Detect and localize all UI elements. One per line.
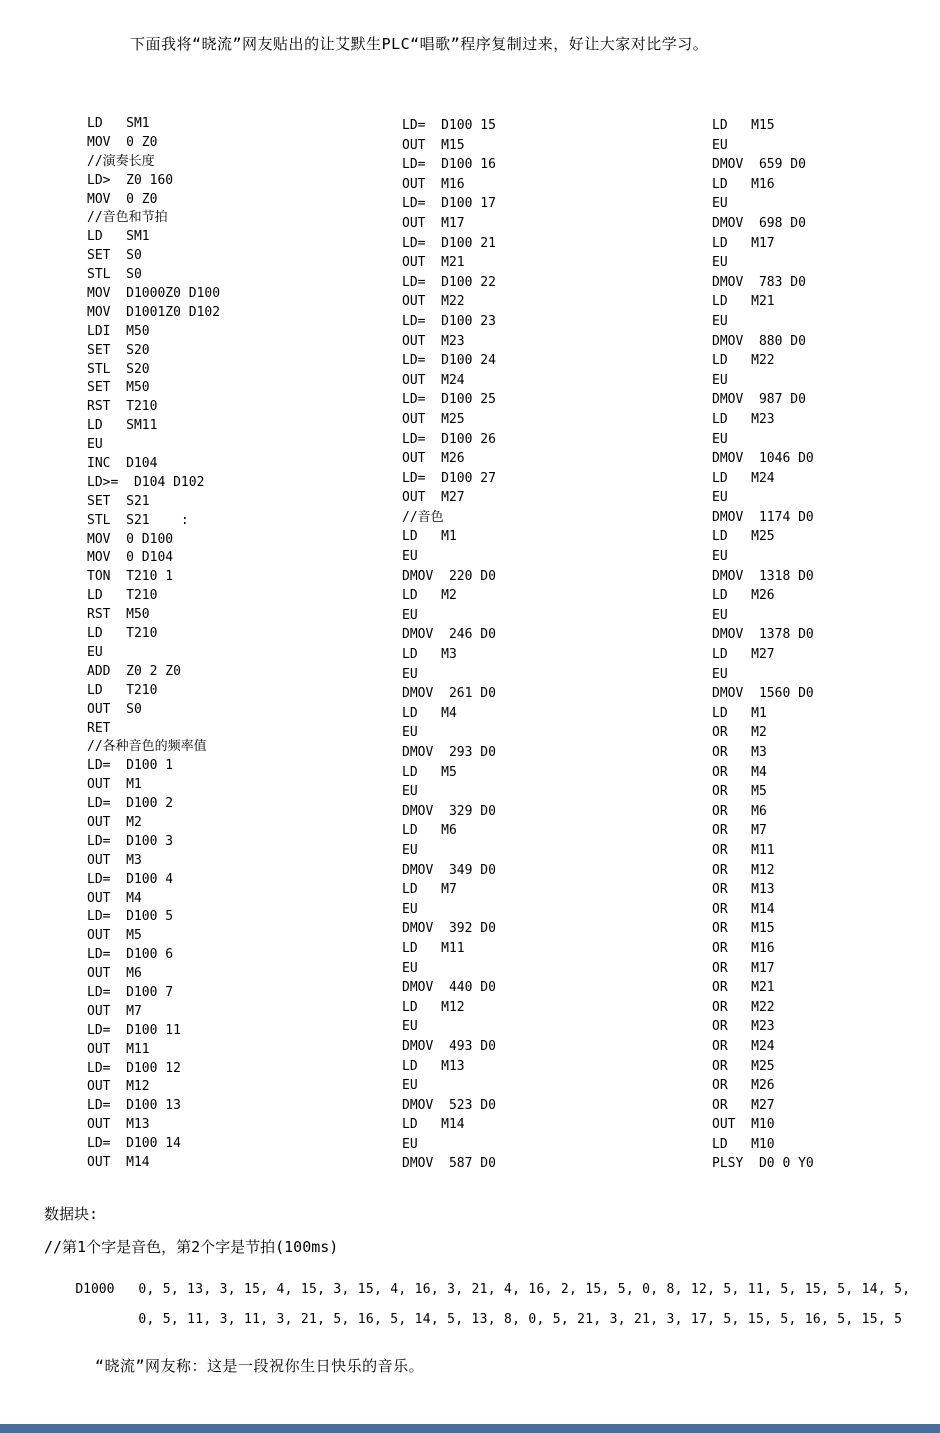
code-line: LD M27 [712, 647, 775, 663]
code-line: LD>= D104 D102 [87, 474, 205, 490]
code-line: LD= D100 15 [402, 118, 496, 133]
code-line: ADD Z0 2 Z0 [87, 663, 181, 679]
code-line: OR M25 [712, 1058, 775, 1074]
code-line: EU [712, 490, 728, 506]
code-line: MOV 0 Z0 [87, 191, 158, 207]
footer-note: “晓流”网友称：这是一段祝你生日快乐的音乐。 [95, 1357, 425, 1375]
code-line: LD SM1 [87, 116, 150, 131]
code-line: SET S0 [87, 248, 142, 264]
code-line: //音色和节拍 [87, 210, 168, 226]
datablock-label: 数据块: [44, 1205, 99, 1223]
code-column-3 [712, 116, 814, 1174]
code-line: DMOV 698 D0 [712, 215, 806, 231]
code-line: PLSY D0 0 Y0 [712, 1156, 814, 1172]
code-line: OR M12 [712, 862, 775, 878]
code-line: LD M16 [712, 176, 775, 192]
code-line: DMOV 329 D0 [402, 803, 496, 819]
code-line: //演奏长度 [87, 153, 155, 169]
datablock-register: D1000 [75, 1282, 115, 1297]
code-line: LD M21 [712, 294, 775, 310]
code-line: DMOV 293 D0 [402, 745, 496, 760]
code-line: EU [712, 196, 728, 212]
code-line: EU [402, 960, 418, 976]
code-line: LD= D100 25 [402, 392, 496, 408]
code-line: OR M24 [712, 1038, 775, 1054]
code-line: LD M24 [712, 470, 775, 486]
code-line: DMOV 523 D0 [402, 1097, 496, 1113]
code-line: OR M23 [712, 1019, 775, 1035]
code-line: OR M4 [712, 764, 767, 780]
code-line: DMOV 392 D0 [402, 921, 496, 937]
code-line: DMOV 783 D0 [712, 274, 806, 290]
code-line: LD M17 [712, 235, 775, 251]
code-line: OR M16 [712, 940, 775, 956]
code-line: EU [402, 901, 418, 917]
code-line: OR M13 [712, 882, 775, 898]
code-line: LD T210 [87, 682, 158, 698]
code-line: TON T210 1 [87, 569, 174, 585]
code-line: OR M17 [712, 960, 775, 976]
header-note: 下面我将“晓流”网友贴出的让艾默生PLC“唱歌”程序复制过来，好让大家对比学习。 [130, 35, 709, 53]
code-line: LD= D100 11 [87, 1022, 181, 1038]
code-line: OUT M3 [87, 852, 142, 868]
code-line: LD M3 [402, 647, 457, 663]
code-line: LD= D100 2 [87, 796, 174, 812]
code-line: LD M22 [712, 353, 775, 369]
code-line: //各种音色的频率值 [87, 739, 207, 755]
code-line: DMOV 1560 D0 [712, 686, 814, 702]
code-line: LD M1 [402, 529, 457, 545]
code-line: LD M1 [712, 705, 767, 721]
code-line: DMOV 1318 D0 [712, 568, 814, 584]
code-line: OUT M16 [402, 176, 465, 192]
code-line: OUT M21 [402, 255, 465, 271]
code-line: OR M6 [712, 803, 767, 819]
datablock-values-1: 0, 5, 13, 3, 15, 4, 15, 3, 15, 4, 16, 3, 21, 4, 16, 2, 15, 5, 0, 8, 12, 5, 11, 5, 15, 5, 14, 5, [138, 1282, 911, 1297]
code-line: LD= D100 27 [402, 470, 496, 486]
code-line: LD M10 [712, 1136, 775, 1152]
code-line: INC D104 [87, 456, 158, 472]
code-line: OR M7 [712, 823, 767, 839]
code-line: DMOV 659 D0 [712, 157, 806, 173]
code-line: RET [87, 720, 111, 736]
code-line: LD= D100 12 [87, 1060, 181, 1076]
code-line: LD= D100 6 [87, 947, 174, 963]
code-line: DMOV 349 D0 [402, 862, 496, 878]
code-line: RST T210 [87, 399, 158, 415]
code-line: LD T210 [87, 588, 158, 604]
code-line: //音色 [402, 509, 444, 525]
code-line: LD M13 [402, 1058, 465, 1074]
code-line: OUT M23 [402, 333, 465, 349]
code-line: LD M2 [402, 588, 457, 604]
code-line: LD M12 [402, 999, 465, 1015]
code-line: OUT M13 [87, 1117, 150, 1133]
datablock-values-2: 0, 5, 11, 3, 11, 3, 21, 5, 16, 5, 14, 5, 13, 8, 0, 5, 21, 3, 21, 3, 17, 5, 15, 5, 16, 5, 15, 5 [138, 1312, 903, 1327]
code-line: SET S20 [87, 342, 150, 358]
code-line: OR M3 [712, 745, 767, 760]
code-line: OR M22 [712, 999, 775, 1015]
code-line: EU [712, 313, 728, 329]
code-line: LD= D100 4 [87, 871, 174, 887]
code-line: EU [402, 1136, 418, 1152]
code-line: EU [402, 1019, 418, 1035]
code-line: OUT M6 [87, 966, 142, 982]
code-line: OR M26 [712, 1078, 775, 1094]
code-column-1 [87, 115, 220, 1173]
code-line: LD= D100 26 [402, 431, 496, 447]
code-line: EU [712, 607, 728, 623]
bottom-bar [0, 1424, 940, 1433]
code-line: EU [402, 549, 418, 565]
code-line: LD= D100 13 [87, 1098, 181, 1114]
code-line: EU [712, 255, 728, 271]
code-line: LD M25 [712, 529, 775, 545]
code-line: DMOV 246 D0 [402, 627, 496, 643]
code-line: OUT M24 [402, 372, 465, 388]
code-line: LD M7 [402, 882, 457, 898]
code-line: LD> Z0 160 [87, 172, 174, 188]
code-line: DMOV 1046 D0 [712, 451, 814, 467]
code-line: EU [712, 431, 728, 447]
code-line: OUT M26 [402, 451, 465, 467]
code-line: SET S21 [87, 493, 150, 509]
code-line: OR M21 [712, 980, 775, 996]
code-line: LD= D100 21 [402, 235, 496, 251]
code-line: OUT M4 [87, 890, 142, 906]
code-line: EU [402, 725, 418, 741]
code-line: OUT M17 [402, 215, 465, 231]
code-line: OR M15 [712, 921, 775, 937]
code-line: DMOV 587 D0 [402, 1156, 496, 1172]
code-line: STL S21 : [87, 512, 189, 528]
code-line: EU [712, 549, 728, 565]
code-line: DMOV 987 D0 [712, 392, 806, 408]
code-line: EU [402, 666, 418, 682]
code-line: LD= D100 7 [87, 984, 174, 1000]
code-line: LD= D100 14 [87, 1136, 181, 1152]
code-line: MOV D1000Z0 D100 [87, 286, 221, 302]
code-line: LD= D100 17 [402, 196, 496, 212]
code-line: OR M14 [712, 901, 775, 917]
code-line: OUT M15 [402, 137, 465, 153]
code-line: MOV 0 D104 [87, 550, 174, 566]
code-line: EU [712, 372, 728, 388]
code-line: OUT M14 [87, 1154, 150, 1170]
code-line: OUT M11 [87, 1041, 150, 1057]
code-line: MOV D1001Z0 D102 [87, 304, 221, 320]
code-line: RST M50 [87, 607, 150, 623]
code-line: EU [402, 607, 418, 623]
code-line: EU [712, 137, 728, 153]
code-line: MOV 0 D100 [87, 531, 174, 547]
code-line: MOV 0 Z0 [87, 134, 158, 150]
code-line: LDI M50 [87, 323, 150, 339]
code-line: LD= D100 3 [87, 833, 174, 849]
code-line: EU [402, 784, 418, 800]
code-line: OUT S0 [87, 701, 142, 717]
datablock-row-2 [107, 1297, 902, 1342]
code-line: LD M23 [712, 411, 775, 427]
code-line: DMOV 493 D0 [402, 1038, 496, 1054]
code-line: LD SM1 [87, 229, 150, 245]
code-line: STL S20 [87, 361, 150, 377]
code-line: DMOV 440 D0 [402, 980, 496, 996]
code-line: DMOV 1378 D0 [712, 627, 814, 643]
code-line: STL S0 [87, 267, 142, 283]
code-line: OR M2 [712, 725, 767, 741]
code-line: OR M5 [712, 784, 767, 800]
code-line: LD= D100 22 [402, 274, 496, 290]
code-line: DMOV 1174 D0 [712, 509, 814, 525]
code-line: EU [87, 644, 103, 660]
code-line: LD M5 [402, 764, 457, 780]
code-line: EU [402, 1078, 418, 1094]
code-column-2 [402, 116, 496, 1174]
code-line: EU [402, 842, 418, 858]
code-line: OUT M10 [712, 1117, 775, 1133]
code-line: LD= D100 23 [402, 313, 496, 329]
code-line: OUT M27 [402, 490, 465, 506]
code-line: OUT M7 [87, 1003, 142, 1019]
code-line: EU [712, 666, 728, 682]
code-line: DMOV 220 D0 [402, 568, 496, 584]
code-line: LD SM11 [87, 418, 158, 434]
code-line: SET M50 [87, 380, 150, 396]
code-line: LD= D100 16 [402, 157, 496, 173]
code-line: DMOV 261 D0 [402, 686, 496, 702]
code-line: LD= D100 24 [402, 353, 496, 369]
code-line: LD M26 [712, 588, 775, 604]
code-line: LD M15 [712, 118, 775, 133]
code-line: EU [87, 437, 103, 453]
code-line: OUT M22 [402, 294, 465, 310]
code-line: OUT M1 [87, 777, 142, 793]
code-line: LD T210 [87, 626, 158, 642]
code-line: OUT M5 [87, 928, 142, 944]
code-line: DMOV 880 D0 [712, 333, 806, 349]
code-line: LD M4 [402, 705, 457, 721]
code-line: OR M27 [712, 1097, 775, 1113]
code-line: OUT M25 [402, 411, 465, 427]
code-line: OR M11 [712, 842, 775, 858]
code-line: LD M6 [402, 823, 457, 839]
code-line: LD M14 [402, 1117, 465, 1133]
code-line: OUT M12 [87, 1079, 150, 1095]
code-line: LD= D100 1 [87, 758, 174, 774]
code-line: LD M11 [402, 940, 465, 956]
code-line: OUT M2 [87, 814, 142, 830]
code-line: LD= D100 5 [87, 909, 174, 925]
datablock-comment: //第1个字是音色，第2个字是节拍(100ms) [44, 1238, 339, 1256]
